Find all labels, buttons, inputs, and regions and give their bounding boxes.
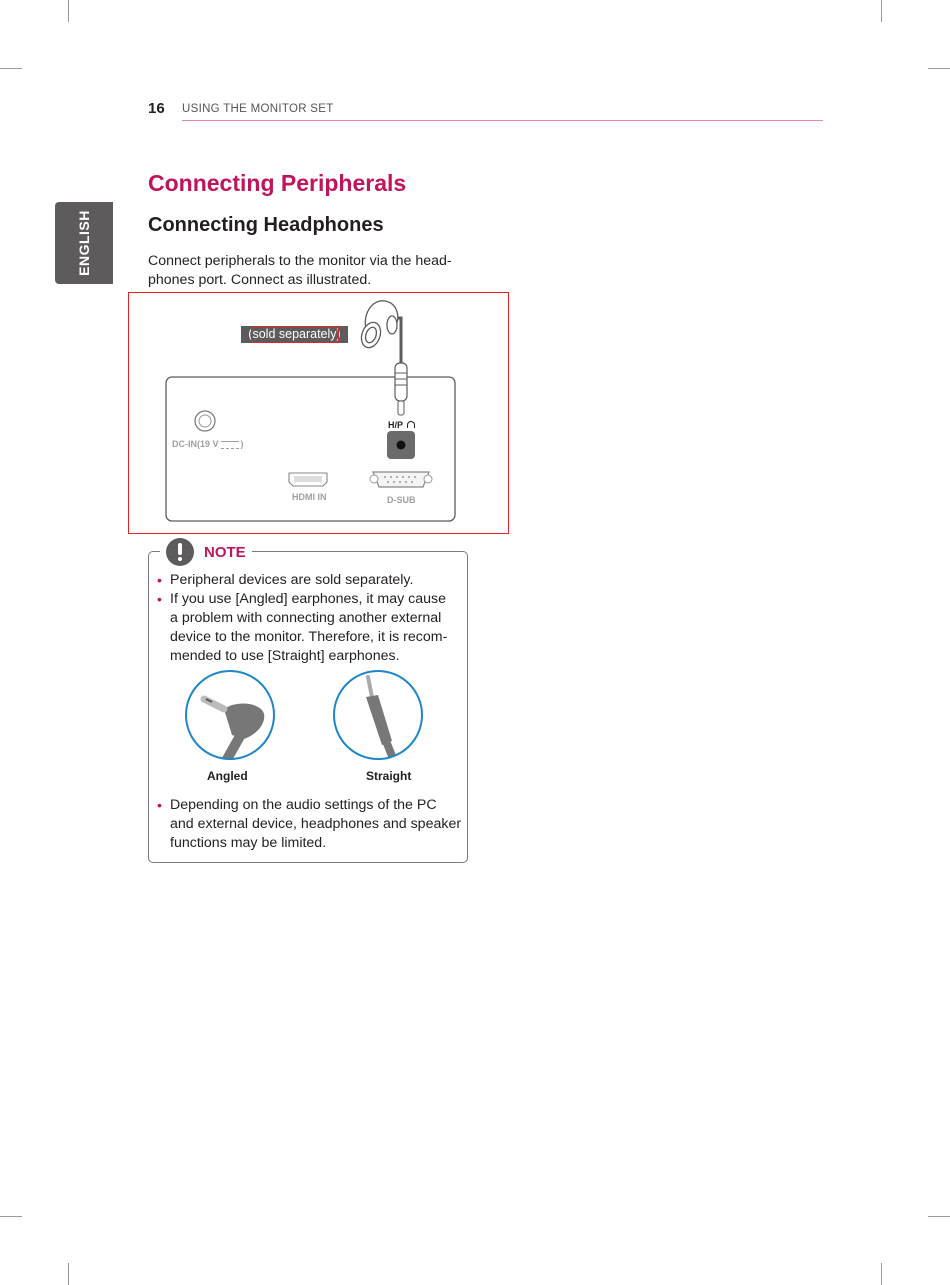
sold-separately-label: (sold separately) [241, 326, 348, 343]
crop-mark [0, 68, 22, 69]
crop-mark [68, 0, 69, 22]
page-number: 16 [148, 100, 165, 117]
highlight-box [251, 326, 339, 343]
dsub-port [373, 472, 429, 487]
hdmi-label: HDMI IN [292, 492, 327, 502]
angled-label: Angled [207, 769, 248, 783]
section-title: USING THE MONITOR SET [182, 103, 334, 115]
warning-icon [166, 538, 194, 566]
straight-earphone-image [332, 669, 424, 761]
angled-earphone-image [184, 669, 276, 761]
crop-mark [68, 1263, 69, 1285]
connection-figure [128, 292, 509, 534]
subsection-title: Connecting Headphones [148, 214, 384, 236]
crop-mark [928, 1216, 950, 1217]
crop-mark [0, 1216, 22, 1217]
note-header [160, 537, 252, 567]
straight-label: Straight [366, 769, 412, 783]
bullet-dot-icon: • [157, 797, 162, 813]
crop-mark [881, 1263, 882, 1285]
headphone-symbol-icon [407, 421, 415, 428]
intro-line: Connect peripherals to the monitor via the head- [148, 253, 452, 269]
crop-mark [881, 0, 882, 22]
headphones-icon [358, 301, 398, 350]
language-tab [55, 202, 113, 284]
bullet-dot-icon: • [157, 572, 162, 588]
language-label: ENGLISH [76, 210, 92, 276]
dc-in-label: DC-IN(19 V ) [172, 439, 244, 449]
dsub-label: D-SUB [387, 495, 416, 505]
bullet-dot-icon: • [157, 591, 162, 607]
dc-symbol-icon [221, 441, 239, 449]
header-rule [182, 120, 823, 121]
page-title: Connecting Peripherals [148, 170, 407, 196]
crop-mark [928, 68, 950, 69]
intro-line: phones port. Connect as illustrated. [148, 272, 372, 288]
note-title: NOTE [204, 543, 246, 561]
page-header [148, 100, 823, 122]
intro-paragraph [148, 252, 468, 290]
headphone-port-label: H/P [388, 420, 415, 430]
